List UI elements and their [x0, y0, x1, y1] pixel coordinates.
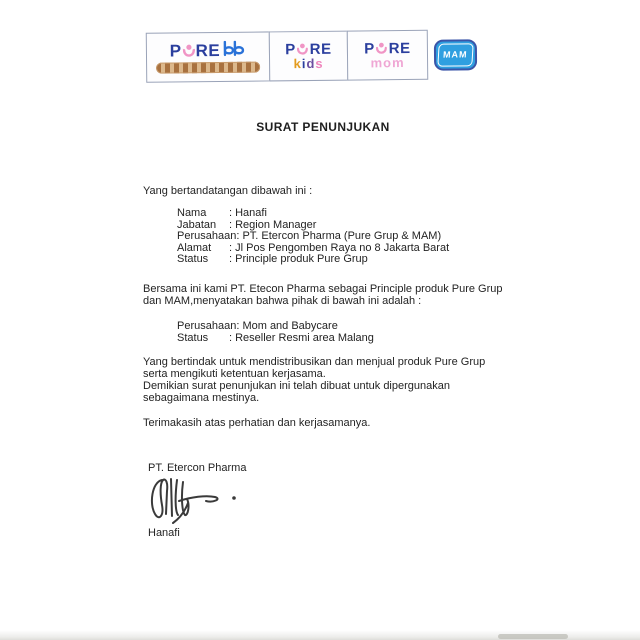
pure-letter-p: P [364, 40, 375, 58]
kids-wordmark [293, 55, 324, 72]
letter-title: SURAT PENUNJUKAN [256, 120, 390, 134]
footer-company: PT. Etercon Pharma [148, 462, 247, 474]
pure-letter-re: RE [309, 40, 332, 59]
pure-letter-p: P [169, 41, 182, 61]
kids-letter-i: i [301, 56, 307, 72]
field-row-alamat: Alamat : Jl Pos Pengomben Raya no 8 Jakarta Barat [177, 241, 450, 254]
field-row-jabatan: Jabatan : Region Manager [177, 218, 317, 231]
field-row-status: Status : Principle produk Pure Grup [177, 253, 368, 265]
pure-letter-re: RE [195, 40, 221, 61]
paragraph-closing: Demikian surat penunjukan ini telah dibuat untuk dipergunakan sebagaimana mestinya. [143, 380, 450, 404]
field-row-nama: Nama : Hanafi [177, 207, 267, 219]
banner-ribbon [156, 62, 260, 74]
footer-signer-name: Hanafi [148, 527, 180, 539]
pure-logo [146, 31, 271, 82]
field-row-status-2: Status : Reseller Resmi area Malang [177, 331, 374, 344]
kids-letter-s: s [315, 55, 324, 71]
paragraph-statement: Bersama ini kami PT. Etecon Pharma sebagai Principle produk Pure Grup dan MAM,menyatakan bahwa pihak di bawah ini adalah : [143, 283, 503, 307]
pure-mom-logo [347, 30, 429, 81]
paper-bottom-edge [0, 630, 640, 640]
paragraph-thanks: Terimakasih atas perhatian dan kerjasamanya. [143, 417, 371, 429]
paper-edge-smudge [498, 634, 568, 639]
reseller-fields [177, 321, 374, 344]
mam-label: MAM [437, 43, 473, 66]
mam-logo [434, 39, 477, 70]
bb-icon [222, 41, 246, 59]
pure-letter-re: RE [388, 39, 411, 58]
kids-letter-d: d [306, 55, 316, 72]
pure-wordmark [170, 41, 247, 60]
baby-icon [182, 44, 194, 59]
paragraph-distribution: Yang bertindak untuk mendistribusikan dan menjual produk Pure Grup serta mengikuti ketentuan kerjasama. [143, 356, 486, 380]
pure-kids-logo [269, 31, 349, 82]
kids-letter-k: k [293, 56, 302, 72]
mom-wordmark: mom [370, 55, 405, 71]
signer-fields [177, 208, 449, 266]
opening-line: Yang bertandatangan dibawah ini : [143, 185, 313, 197]
pure-letter-p: P [285, 41, 296, 59]
field-row-perusahaan: Perusahaan : PT. Etercon Pharma (Pure Grup & MAM) [177, 230, 442, 242]
field-row-perusahaan-2: Perusahaan : Mom and Babycare [177, 320, 338, 332]
logo-strip [146, 29, 477, 82]
signature-scribble-icon [146, 472, 266, 528]
